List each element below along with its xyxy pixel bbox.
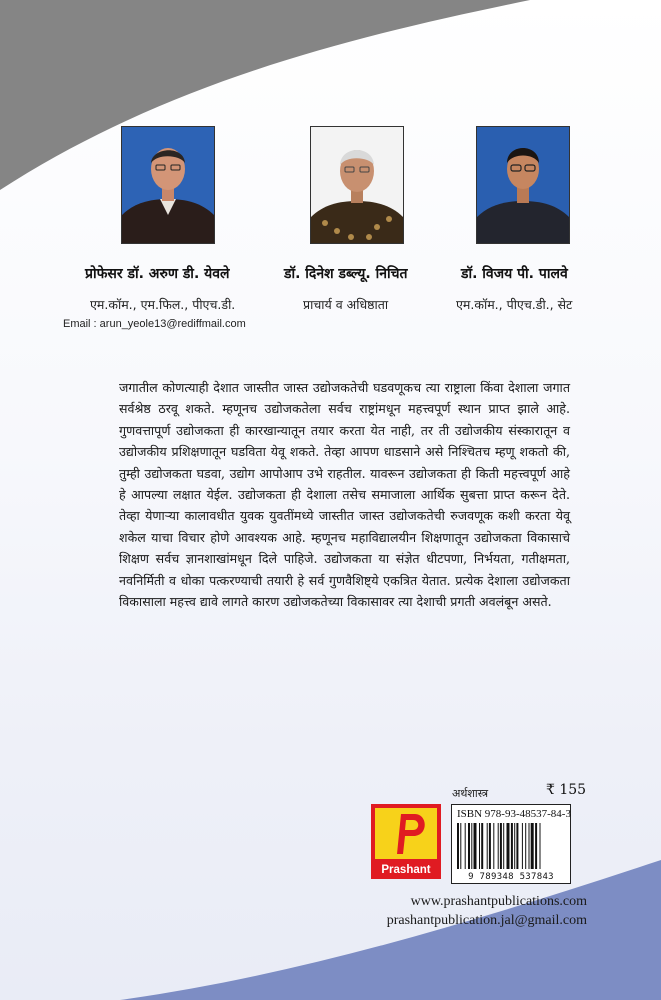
author-photo-palve xyxy=(476,126,570,244)
barcode-bar xyxy=(457,823,459,869)
barcode-bar xyxy=(465,823,466,869)
author-photo-yeole xyxy=(121,126,215,244)
barcode-bar xyxy=(500,823,502,869)
barcode-bar xyxy=(481,823,483,869)
publisher-website[interactable]: www.prashantpublications.com xyxy=(410,894,587,909)
author-name-nichit: डॉ. दिनेश डब्ल्यू. निचित xyxy=(284,266,408,282)
barcode-digits: 9 789348 537843 xyxy=(452,872,570,882)
author-name-yeole: प्रोफेसर डॉ. अरुण डी. येवले xyxy=(85,266,230,282)
book-subject: अर्थशास्त्र xyxy=(452,787,489,800)
barcode-bar xyxy=(540,823,541,869)
publisher-logo xyxy=(371,804,441,879)
barcode-bar xyxy=(511,823,513,869)
barcode-bars xyxy=(457,823,565,869)
barcode-bar xyxy=(471,823,472,869)
author-email-yeole: Email : arun_yeole13@rediffmail.com xyxy=(63,318,246,330)
barcode-bar xyxy=(487,823,488,869)
author-name-palve: डॉ. विजय पी. पालवे xyxy=(461,266,568,282)
barcode-bar xyxy=(460,823,461,869)
barcode-bar xyxy=(493,823,494,869)
author-qualification-yeole: एम.कॉम., एम.फिल., पीएच.डी. xyxy=(90,297,236,312)
barcode-bar xyxy=(516,823,518,869)
publisher-email[interactable]: prashantpublication.jal@gmail.com xyxy=(386,913,587,928)
isbn-number: ISBN 978-93-48537-84-3 xyxy=(457,808,571,820)
barcode-bar xyxy=(507,823,510,869)
isbn-barcode xyxy=(451,804,571,884)
barcode-bar xyxy=(498,823,499,869)
author-photo-nichit xyxy=(310,126,404,244)
barcode-bar xyxy=(514,823,515,869)
book-blurb: जगातील कोणत्याही देशात जास्तीत जास्त उद्योजकतेची घडवणूकच त्या राष्ट्राला किंवा देशाला जगात सर्वश्रेष्ठ ठरवू शकते. म्हणूनच उद्योजकतेला सर्वच राष्ट्रांमधून महत्त्वपूर्ण स्थान प्राप्त झाले आहे. गुणवत्तापूर्ण उद्योजकता ही कारखान्यातून तयार करता येत नाही, तर ती उद्योजकीय संस्कारातून व उद्योजकीय प्रशिक्षणातून घडविता येवू शकते. तेव्हा आपण धाडसाने असे निश्चितच म्हणू शकतो की, तुम्ही उद्योजकता घडवा, उद्योग आपोआप उभे राहतील. यावरून उद्योजकता ही किती महत्त्वपूर्ण आहे हे आपल्या लक्षात येईल. उद्योजकता ही देशाला तसेच समाजाला आर्थिक सुबत्ता प्राप्त करून देते. तेव्हा येणाऱ्या कालावधीत युवक युवतींमध्ये जास्तीत जास्त उद्योजकतेची रुजवणूक कशी करता येवू शकेल याचा विचार होणे आवश्यक आहे. म्हणूनच महाविद्यालयीन शिक्षणातून उद्योजकता विकासाचे शिक्षण सर्वच ज्ञानशाखांमधून दिले पाहिजे. उद्योजकता या संज्ञेत धीटपणा, निर्भयता, गतीक्षमता, नवनिर्मिती व धोका पत्करण्याची तयारी हे सर्व गुणवैशिष्ट्ये एकत्रित येतात. प्रत्येक देशाला उद्योजकता विकासाला महत्त्व द्यावे लागते कारण उद्योजकतेच्या विकासावर त्या देशाची प्रगती अवलंबून असते. xyxy=(119,380,570,610)
author-qualification-palve: एम.कॉम., पीएच.डी., सेट xyxy=(456,297,573,312)
barcode-bar xyxy=(522,823,523,869)
barcode-bar xyxy=(468,823,470,869)
barcode-bar xyxy=(531,823,534,869)
author-qualification-nichit: प्राचार्य व अधिष्ठाता xyxy=(303,297,389,312)
barcode-bar xyxy=(503,823,504,869)
barcode-bar xyxy=(535,823,537,869)
barcode-bar xyxy=(525,823,526,869)
prashant-p-icon xyxy=(375,808,437,859)
barcode-bar xyxy=(479,823,480,869)
barcode-bar xyxy=(489,823,491,869)
publisher-logo-label: Prashant xyxy=(381,864,431,876)
barcode-bar xyxy=(529,823,530,869)
barcode-bar xyxy=(474,823,477,869)
book-price: ₹ 155 xyxy=(546,782,587,798)
